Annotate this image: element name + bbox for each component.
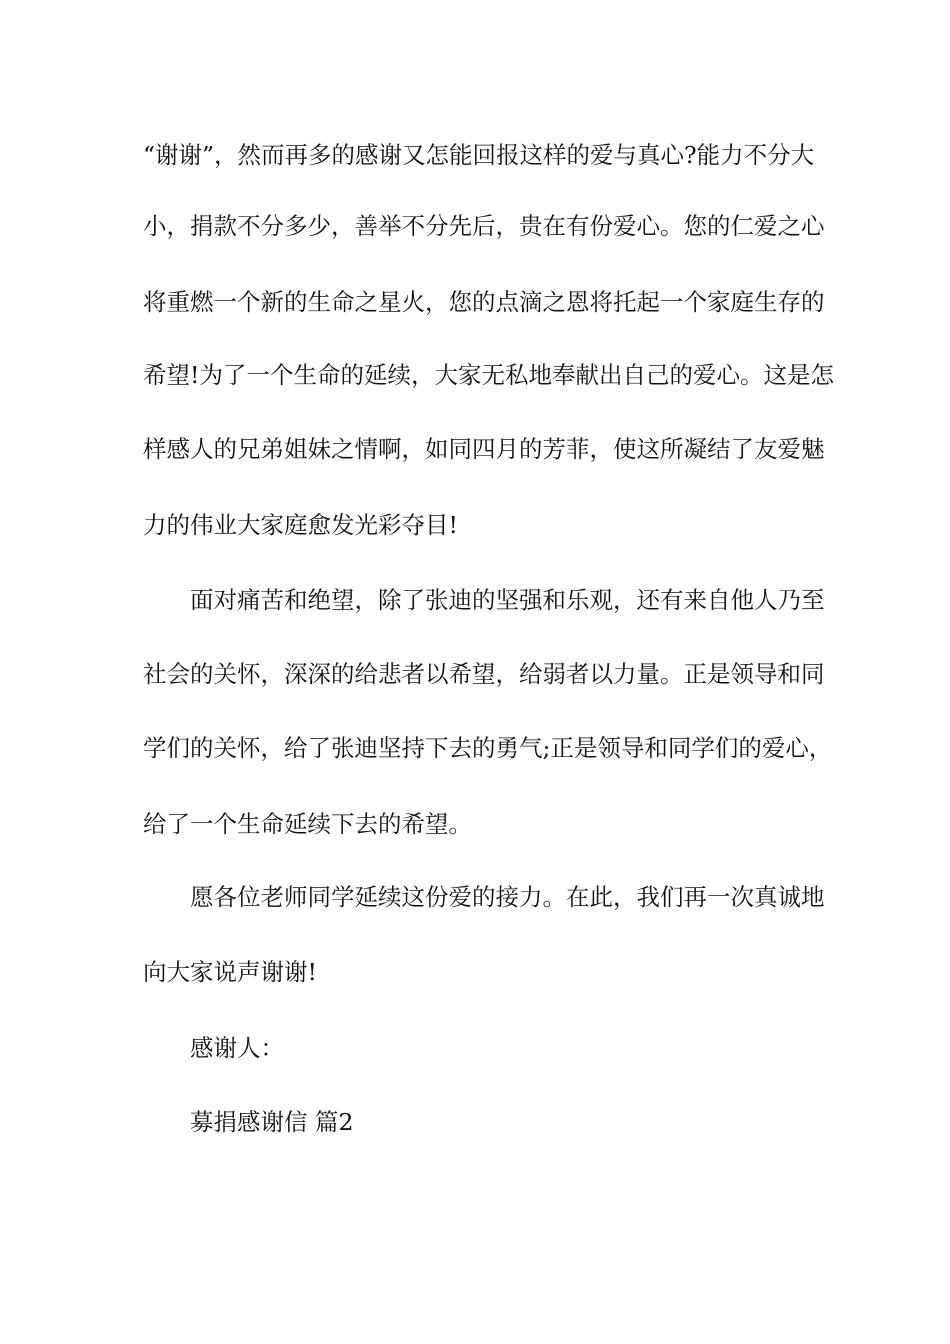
text-line: 面对痛苦和绝望，除了张迪的坚强和乐观，还有来自他人乃至 bbox=[190, 586, 825, 614]
section-heading: 募捐感谢信 篇2 bbox=[190, 1108, 354, 1136]
text-line: 向大家说声谢谢! bbox=[143, 958, 317, 986]
text-line: 社会的关怀，深深的给悲者以希望，给弱者以力量。正是领导和同 bbox=[143, 660, 825, 688]
signature-label: 感谢人： bbox=[190, 1034, 284, 1062]
text-line: 学们的关怀，给了张迪坚持下去的勇气;正是领导和同学们的爱心， bbox=[143, 734, 833, 762]
text-line: 小，捐款不分多少，善举不分先后，贵在有份爱心。您的仁爱之心 bbox=[143, 212, 825, 240]
text-line: “谢谢”，然而再多的感谢又怎能回报这样的爱与真心?能力不分大 bbox=[143, 141, 815, 169]
text-line: 给了一个生命延续下去的希望。 bbox=[143, 810, 472, 838]
text-line: 力的伟业大家庭愈发光彩夺目! bbox=[143, 511, 458, 539]
text-line: 愿各位老师同学延续这份爱的接力。在此，我们再一次真诚地 bbox=[190, 883, 825, 911]
text-line: 希望!为了一个生命的延续，大家无私地奉献出自己的爱心。这是怎 bbox=[143, 361, 834, 389]
text-line: 样感人的兄弟姐妹之情啊，如同四月的芳菲，使这所凝结了友爱魅 bbox=[143, 435, 825, 463]
text-line: 将重燃一个新的生命之星火，您的点滴之恩将托起一个家庭生存的 bbox=[143, 288, 825, 316]
